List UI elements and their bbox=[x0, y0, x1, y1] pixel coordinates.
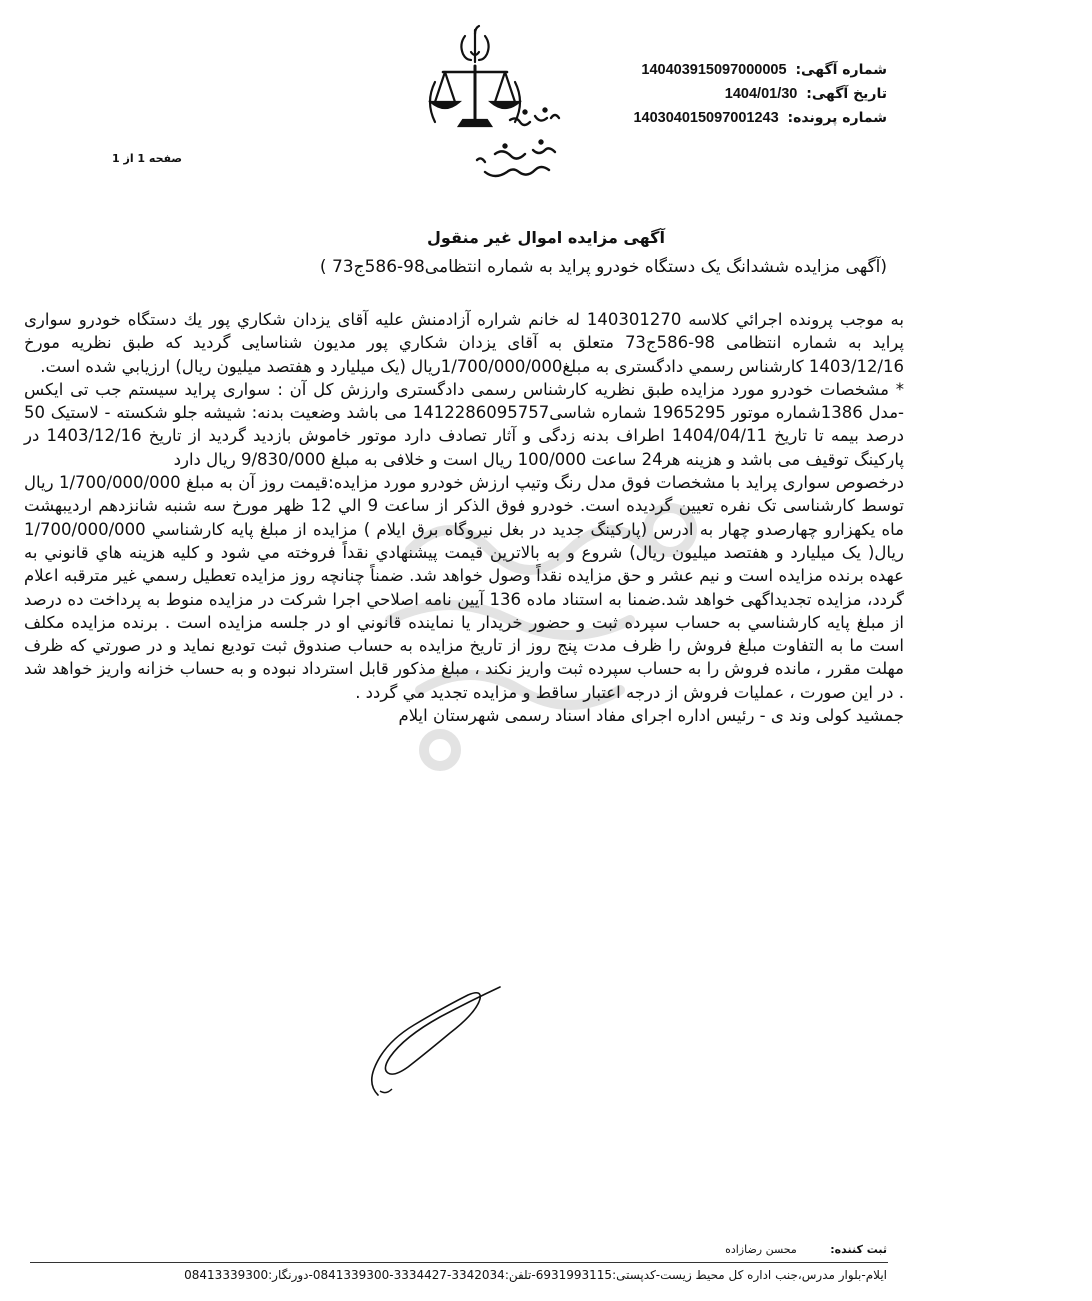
signatory-line: جمشید کولی وند ی - رئیس اداره اجرای مفاد اسناد رسمی شهرستان ایلام bbox=[398, 706, 904, 726]
page-count: صفحه 1 از 1 bbox=[112, 152, 183, 165]
judiciary-logo-icon bbox=[415, 22, 585, 192]
meta-value: 140403915097000005 bbox=[641, 62, 787, 78]
footer-divider bbox=[30, 1262, 888, 1263]
announcement-meta bbox=[587, 58, 887, 130]
registrar-name: محسن رضازاده bbox=[725, 1243, 797, 1256]
meta-value: 140304015097001243 bbox=[633, 110, 779, 126]
document-title: آگهی مزایده اموال غیر منقول bbox=[427, 228, 665, 247]
meta-announcement-date bbox=[587, 82, 887, 106]
registrar-label: ثبت کننده: bbox=[830, 1243, 887, 1256]
meta-label: شماره پرونده: bbox=[787, 110, 887, 126]
meta-announcement-number bbox=[587, 58, 887, 82]
handwritten-signature-icon bbox=[360, 975, 510, 1105]
registrar-info bbox=[725, 1243, 887, 1256]
meta-value: 1404/01/30 bbox=[724, 86, 798, 102]
meta-label: تاریخ آگهی: bbox=[806, 86, 887, 102]
announcement-body bbox=[24, 308, 904, 727]
meta-label: شماره آگهی: bbox=[795, 62, 887, 78]
body-paragraph: درخصوص سواری پراید با مشخصات فوق مدل رنگ وتیپ ارزش خودرو مورد مزایده:قیمت روز آن به مبلغ 1/700/000/000 ريال توسط كارشناسی تک نفره تعیین گردیده است. خودرو فوق الذكر از ساعت 9 الي 12 ظهر مورخ سه شنبه شانزدهم اردیبهشت ماه یکهزارو چهارصدو چهار به ادرس (پارکینگ جدید در بغل نیروگاه برق ایلام ) مزايده از مبلغ پایه كارشناسي 1/700/000/000 ريال( یک میلیارد و هفتصد میلیون ريال) شروع و به بالاترين قيمت پيشنهادي نقداً فروخته مي شود و كليه هزينه هاي قانوني به عهده برنده مزايده است و نيم عشر و حق مزايده نقداً وصول خواهد شد. ضمناً چنانچه روز مزايده تعطيل رسمي غير مترقبه اعلام گردد، مزايده تجديداگهی خواهد شد.ضمنا به استناد ماده 136 آیین نامه اصلاحي اجرا شرکت در مزایده منوط به پرداخت ده درصد از مبلغ پایه كارشناسي به حساب سپرده ثبت و حضور خریدار یا نماینده قانوني او در جلسه مزایده است . برنده مزایده مکلف است ما به التفاوت مبلغ فروش را ظرف مدت پنج روز از تاریخ مزایده به حساب صندوق ثبت تودیع نماید و در صورتي كه ظرف مهلت مقرر ، مانده فروش را به حساب سپرده ثبت واريز نكند ، مبلغ مذكور قابل استرداد نبوده و به حساب خزانه واريز خواهد شد . در اين صورت ، عمليات فروش از درجه اعتبار ساقط و مزايده تجديد مي گردد . bbox=[24, 473, 905, 702]
footer-address: ایلام-بلوار مدرس،جنب اداره کل محیط زیست-کدپستی:6931993115-تلفن:3342034-3334427-0841339300-دورنگار:08413339300 bbox=[184, 1268, 887, 1282]
meta-case-number bbox=[587, 106, 887, 130]
document-subtitle: (آگهی مزایده ششدانگ یک دستگاه خودرو پراید به شماره انتظامی98-586ج73 ) bbox=[319, 257, 887, 277]
body-paragraph: به موجب پرونده اجرائي كلاسه 140301270 له خانم شراره آزادمنش علیه آقای یزدان شکاري پور يك دستگاه خودرو سواری پراید به شماره انتظامی 98-586ج73 متعلق به آقای یزدان شکاري پور مدیون شناسایی گردید که طبق نظریه مورخ 1403/12/16 کارشناس رسمي دادگستری به مبلغ1/700/000/000ریال (یک میلیارد و هفتصد میلیون ريال) ارزیابي شده است. bbox=[24, 310, 904, 376]
body-paragraph: * مشخصات خودرو مورد مزایده طبق نظریه کارشناس رسمی دادگستری وارزش کل آن : سواری پراید سیستم جب تی ایکس -مدل 1386شماره موتور 1965295 شماره شاسی1412286095757 می باشد وضعیت بدنه: شیشه جلو شکسته - لاستیک 50 درصد بیمه تا تاریخ 1404/04/11 اطراف بدنه زدگی و آثار تصادف دارد موتور خاموش بازدید گردید از تاریخ 1403/12/16 در پارکینگ توقیف می باشد و هزینه هر24 ساعت 100/000 ريال است و خلافی به مبلغ 9/830/000 ريال دارد bbox=[24, 379, 904, 469]
